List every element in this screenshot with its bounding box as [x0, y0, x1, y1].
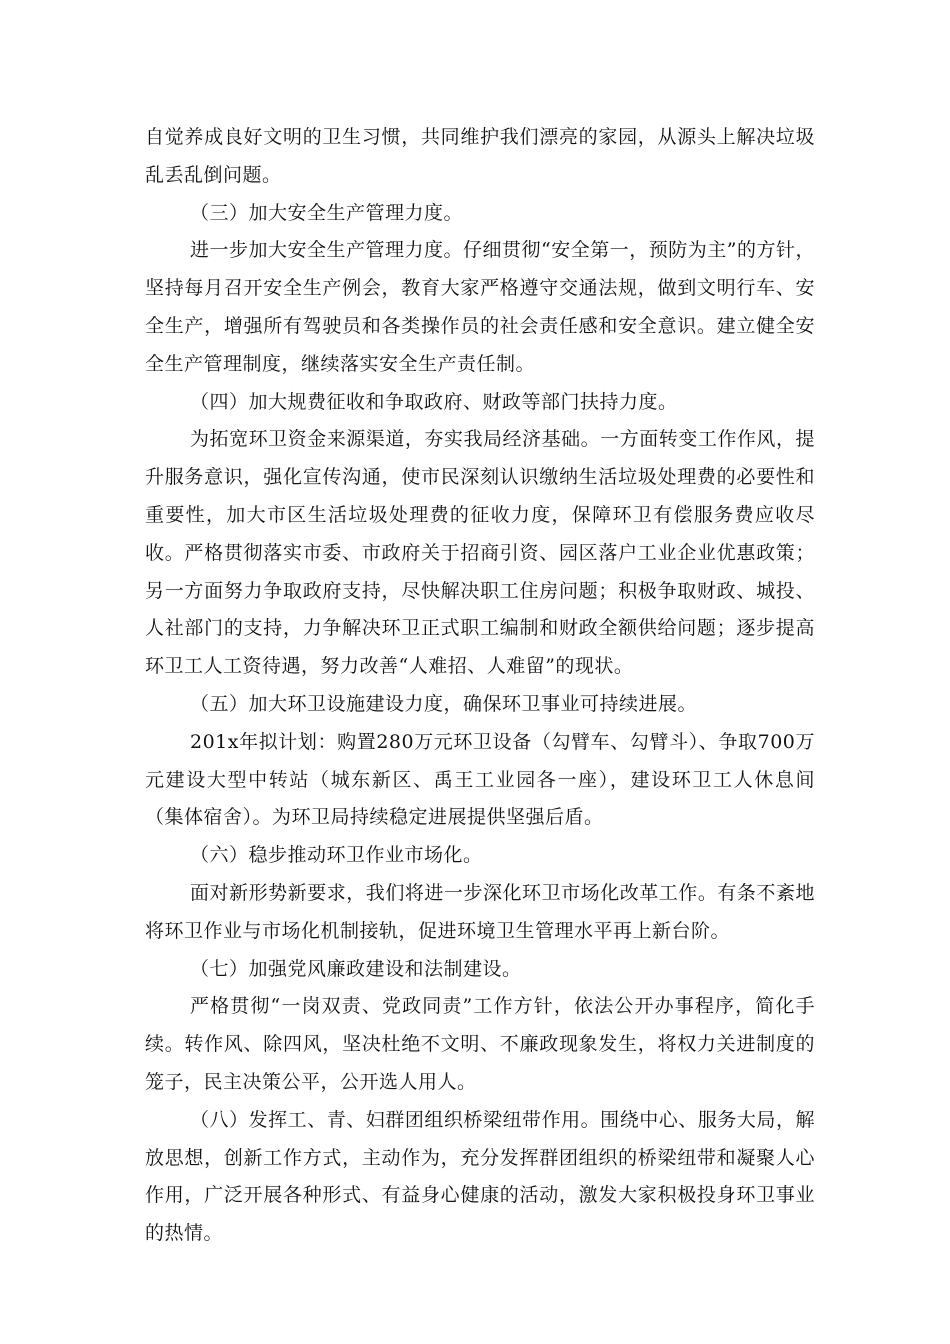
section-heading-3: （三）加大安全生产管理力度。 — [190, 201, 464, 224]
section-heading-6: （六）稳步推动环卫作业市场化。 — [190, 844, 483, 867]
section-body-6: 面对新形势新要求，我们将进一步深化环卫市场化改革工作。有条不紊地将环卫作业与市场化机制接轨，促进环境卫生管理水平再上新台阶。 — [145, 881, 815, 942]
section-heading-4: （四）加大规费征收和争取政府、财政等部门扶持力度。 — [190, 390, 678, 413]
section-body-8: （八）发挥工、青、妇群团组织桥梁纽带作用。围绕中心、服务大局，解放思想，创新工作方式，主动作为，充分发挥群团组织的桥梁纽带和凝聚人心作用，广泛开展各种形式、有益身心健康的活动，激发大家积极投身环卫事业的热情。 — [145, 1108, 815, 1245]
section-body-7: 严格贯彻“一岗双责、党政同责”工作方针，依法公开办事程序，简化手续。转作风、除四风，坚决杜绝不文明、不廉政现象发生，将权力关进制度的笼子，民主决策公平，公开选人用人。 — [145, 995, 815, 1093]
section-body-3: 进一步加大安全生产管理力度。仔细贯彻“安全第一，预防为主”的方针，坚持每月召开安全生产例会，教育大家严格遵守交通法规，做到文明行车、安全生产，增强所有驾驶员和各类操作员的社会责任感和安全意识。建立健全安全生产管理制度，继续落实安全生产责任制。 — [145, 239, 815, 375]
section-body-4: 为拓宽环卫资金来源渠道，夯实我局经济基础。一方面转变工作作风，提升服务意识，强化宣传沟通，使市民深刻认识缴纳生活垃圾处理费的必要性和重要性，加大市区生活垃圾处理费的征收力度，保障环卫有偿服务费应收尽收。严格贯彻落实市委、市政府关于招商引资、园区落户工业企业优惠政策；另一方面努力争取政府支持，尽快解决职工住房问题；积极争取财政、城投、人社部门的支持，力争解决环卫正式职工编制和财政全额供给问题；逐步提高环卫工人工资待遇，努力改善“人难招、人难留”的现状。 — [145, 428, 815, 678]
section-body-5: 201x年拟计划：购置280万元环卫设备（勾臂车、勾臂斗）、争取700万元建设大型中转站（城东新区、禹王工业园各一座），建设环卫工人休息间（集体宿舍）。为环卫局持续稳定进展提供坚强后盾。 — [145, 730, 815, 829]
section-heading-5: （五）加大环卫设施建设力度，确保环卫事业可持续进展。 — [190, 692, 698, 715]
section-heading-7: （七）加强党风廉政建设和法制建设。 — [190, 957, 522, 980]
document-body — [145, 119, 815, 1253]
paragraph-intro: 自觉养成良好文明的卫生习惯，共同维护我们漂亮的家园，从源头上解决垃圾乱丢乱倒问题。 — [145, 126, 815, 186]
